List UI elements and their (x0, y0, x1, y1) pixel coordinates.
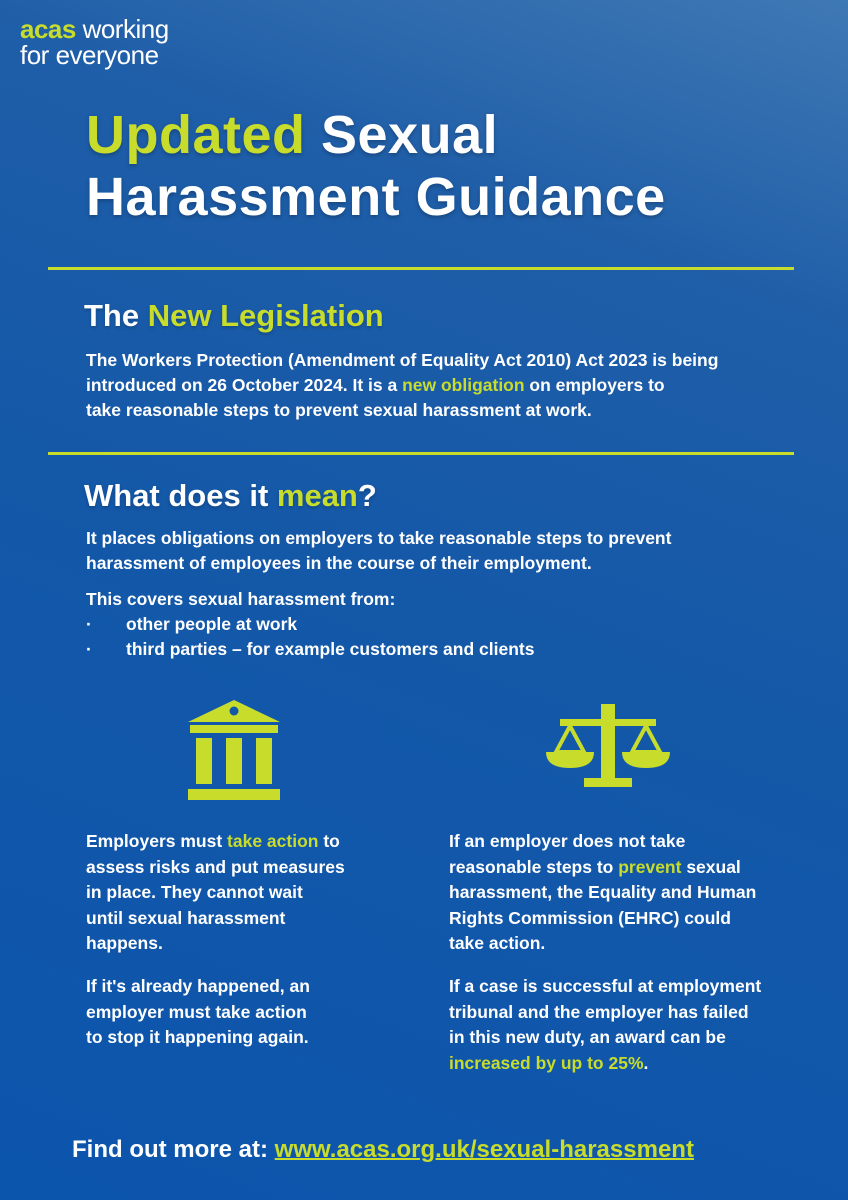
right-line-6: If a case is successful at employment (449, 976, 762, 996)
new-obligation-highlight: new obligation (402, 375, 525, 395)
left-line-7: employer must take action (86, 1001, 307, 1022)
bullet-text: other people at work (126, 614, 298, 634)
right-line-9-end: . (643, 1052, 649, 1073)
logo-brand: acas (20, 14, 76, 44)
list-item (86, 612, 534, 637)
meaning-paragraph (86, 526, 671, 576)
left-line-3: in place. They cannot wait (86, 882, 303, 902)
divider-middle (48, 452, 794, 455)
left-line-5: happens. (86, 933, 163, 953)
left-column-paragraph-2 (86, 974, 310, 1051)
right-line-4: Rights Commission (EHRC) could (449, 907, 731, 928)
take-action-highlight: take action (227, 831, 319, 851)
right-line-8: in this new duty, an award can be (449, 1027, 726, 1047)
left-line-1-end: to (318, 831, 340, 851)
page-title (86, 104, 666, 228)
logo-line2: for everyone (20, 40, 159, 70)
acas-website-link[interactable]: www.acas.org.uk/sexual-harassment (274, 1136, 694, 1163)
legislation-line-2-end: on employers to (524, 375, 665, 395)
right-line-1: If an employer does not take (449, 831, 686, 851)
left-line-1 (86, 829, 345, 855)
bullet-text: third parties – for example customers and clients (126, 639, 535, 659)
left-column-paragraph-1 (86, 829, 345, 957)
bullet-list (86, 612, 534, 662)
footer-label: Find out more at: (72, 1136, 275, 1163)
legislation-line-2-start: introduced on 26 October 2024. It is a (86, 375, 403, 395)
legislation-line-1: The Workers Protection (Amendment of Equality Act 2010) Act 2023 is being (86, 350, 719, 370)
covers-intro: This covers sexual harassment from: (86, 589, 396, 609)
acas-logo (20, 16, 169, 68)
legislation-line-2 (86, 373, 718, 398)
meaning-heading (84, 478, 377, 514)
list-item (86, 637, 534, 662)
right-column-paragraph-2 (449, 974, 761, 1076)
right-line-7: tribunal and the employer has failed (449, 1001, 749, 1022)
legislation-paragraph (86, 348, 718, 423)
bullet-marker: · (86, 639, 92, 659)
title-highlight: Updated (86, 105, 306, 165)
meaning-heading-plain: What does it (84, 478, 277, 513)
prevent-highlight: prevent (618, 856, 682, 877)
left-line-4: until sexual harassment (86, 907, 286, 928)
meaning-line-2: harassment of employees in the course of their employment. (86, 553, 592, 573)
right-line-2 (449, 855, 756, 881)
left-line-8: to stop it happening again. (86, 1027, 309, 1047)
meaning-heading-highlight: mean (276, 478, 358, 513)
meaning-heading-end: ? (357, 478, 377, 513)
legislation-heading-highlight: New Legislation (147, 298, 384, 333)
left-line-1-start: Employers must (86, 831, 228, 851)
title-line1-rest: Sexual (305, 105, 499, 165)
right-line-2-end: sexual (681, 856, 741, 877)
right-line-2-start: reasonable steps to (449, 856, 619, 877)
left-line-2: assess risks and put measures (86, 856, 345, 877)
bullet-marker: · (86, 614, 92, 634)
right-column-paragraph-1 (449, 829, 756, 957)
title-line2: Harassment Guidance (86, 167, 666, 227)
footer (72, 1134, 694, 1166)
legislation-line-3: take reasonable steps to prevent sexual harassment at work. (86, 400, 592, 420)
increase-highlight: increased by up to 25% (449, 1052, 644, 1073)
left-line-6: If it's already happened, an (86, 976, 310, 996)
right-line-3: harassment, the Equality and Human (449, 882, 757, 902)
meaning-line-1: It places obligations on employers to take reasonable steps to prevent (86, 528, 672, 548)
logo-line1: working (75, 14, 169, 44)
divider-top (48, 267, 794, 270)
legislation-heading-plain: The (84, 298, 148, 333)
right-line-5: take action. (449, 933, 546, 953)
building-columns-icon (186, 698, 282, 802)
legislation-heading (84, 298, 384, 334)
scales-of-justice-icon (544, 702, 672, 790)
right-line-9 (449, 1051, 761, 1077)
